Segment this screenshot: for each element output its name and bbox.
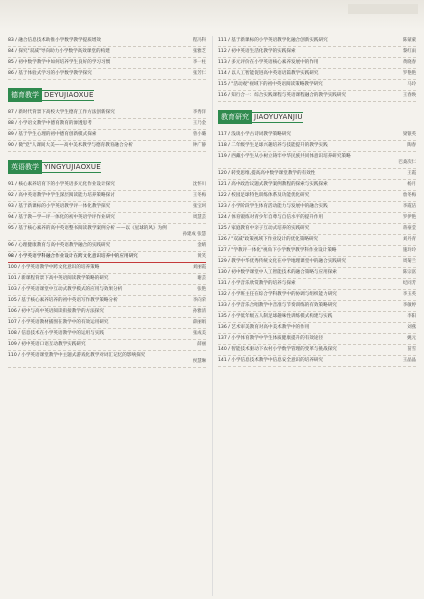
toc-list [218, 130, 416, 367]
entry-title: 127 / "学教评一体化"视角下小学数学教学科作业设计策略 [218, 248, 337, 253]
toc-entry[interactable] [8, 213, 206, 224]
toc-entry[interactable] [8, 69, 206, 80]
entry-author: 刘丹青 [402, 237, 416, 242]
entry-author: 张艳 [197, 287, 206, 292]
entry-title: 89 / 基于学生心理的初中德育创新模式探索 [8, 132, 97, 137]
entry-author: 纪同芳 [402, 281, 416, 286]
entry-author: 王冬梅 [192, 193, 206, 198]
entry-author: 马玲 [407, 82, 416, 87]
toc-list [8, 180, 206, 368]
toc-entry[interactable] [218, 180, 416, 191]
entry-author: 黎红雨 [402, 49, 416, 54]
toc-entry[interactable] [218, 91, 416, 102]
toc-entry[interactable] [8, 274, 206, 285]
toc-entry[interactable] [218, 290, 416, 301]
entry-author: 周慧芸 [192, 215, 206, 220]
toc-entry[interactable] [218, 323, 416, 334]
entry-title: 113 / 多元评价在小学英语核心素养发展中的作用 [218, 60, 319, 65]
entry-title: 101 / 新课程背景下高中英语阅读教学策略的研究 [8, 276, 109, 281]
entry-author: 罗艳艳 [402, 71, 416, 76]
toc-entry[interactable] [218, 169, 416, 180]
entry-title: 100 / 小学英语教学中跨文化意识的培养策略 [8, 265, 100, 270]
section-heading-moral-education [8, 88, 206, 102]
entry-title: 90 / 微"党"人课间大美——高中美术教学与德育教育融合分析 [8, 143, 133, 148]
entry-author: 姚元 [407, 336, 416, 341]
entry-title: 105 / 基于核心素养培养的初中英语写作教学策略分析 [8, 298, 118, 303]
toc-list [8, 108, 206, 152]
entry-title: 87 / 新时代背景下高校大学生德育工作方法创新探究 [8, 110, 115, 115]
entry-author: 刘燕 [407, 325, 416, 330]
toc-entry[interactable] [8, 318, 206, 329]
entry-title: 92 / 高中英语教学中学生深层阅读能力培养策略探讨 [8, 193, 115, 198]
right-column [218, 36, 416, 367]
entry-author: 施玲玲 [402, 248, 416, 253]
entry-author: 梁银英 [402, 132, 416, 137]
toc-entry[interactable] [8, 285, 206, 296]
entry-author: 李阳 [407, 314, 416, 319]
entry-title: 95 / 基于核心素养的高中英语整书阅读教学案例分析 ——以《星球的风》为例 [8, 226, 167, 231]
entry-title: 122 / 校园足球特色训练体系及功能优化研究 [218, 193, 310, 198]
toc-entry[interactable] [218, 213, 416, 224]
toc-entry[interactable] [218, 191, 416, 202]
toc-entry[interactable] [218, 130, 416, 141]
entry-author: 黄笑 [197, 254, 206, 259]
entry-author: 苗雪 [407, 347, 416, 352]
entry-author: 李霞洁 [402, 204, 416, 209]
toc-entry[interactable] [218, 356, 416, 367]
header-decoration [348, 4, 418, 14]
entry-author: 王春焕 [402, 93, 416, 98]
section-title-cn: 德育教学 [8, 88, 42, 102]
toc-entry[interactable] [8, 307, 206, 318]
toc-entry[interactable] [8, 202, 206, 213]
entry-author: 张雅芝 [192, 49, 206, 54]
entry-title: 133 / 小学音乐合唱教学中音准与节奏训练的有效策略研究 [218, 303, 337, 308]
toc-entry[interactable] [218, 345, 416, 356]
entry-author: 巴桑次仁 [398, 160, 416, 165]
entry-title: 121 / 高中政治议题式教学案例教程的探索与实践探索 [218, 182, 328, 187]
toc-entry[interactable] [218, 36, 416, 47]
entry-title: 110 / 小学英语课堂教学中主题式游戏化教学对词汇记忆的影响探究 [8, 353, 146, 358]
toc-entry[interactable] [8, 108, 206, 119]
entry-author: 王晶晶 [402, 358, 416, 363]
toc-entry[interactable] [218, 279, 416, 290]
entry-title: 129 / 教学中华优秀传统文化在中学地理课堂中的融合实践研究 [218, 259, 347, 264]
page-header-band [0, 0, 424, 30]
entry-author: 薛丽娟 [192, 320, 206, 325]
entry-title: 120 / 转变思维,提高高中数学课堂教学的有效性 [218, 171, 316, 176]
left-column [8, 36, 206, 368]
entry-title: 123 / 小学阶段学生体育活动能力与发展中的融合实践 [218, 204, 328, 209]
entry-author: 黄晓春 [402, 60, 416, 65]
entry-title: 84 / 探究"双减"导向助力小学数学高效课堂的构建 [8, 49, 110, 54]
section-title-cn: 教育研究 [218, 110, 252, 124]
entry-title: 106 / 初中与高中英语阅读衔接教学的方法探究 [8, 309, 104, 314]
toc-entry[interactable] [218, 301, 416, 312]
entry-title: 119 / 西藏小学生从小树立铸牢中华民族共同体意识培养研究策略 [218, 154, 351, 159]
entry-author: 张芳仁 [192, 71, 206, 76]
entry-title: 126 / "双减"政策视域下作业设计的优化策略研究 [218, 237, 319, 242]
entry-title: 111 / 基于新课标的小学英语教学化融合创新实践研究 [218, 38, 328, 43]
entry-author: 王乃金 [192, 121, 206, 126]
entry-title: 83 / 融合信息技术助推小学数学教学提质增效 [8, 38, 102, 43]
toc-entry[interactable] [8, 329, 206, 340]
entry-author: 李向荣 [192, 298, 206, 303]
toc-entry[interactable] [218, 224, 416, 235]
entry-author: 程冯科 [192, 38, 206, 43]
entry-author: 蒋豪莹 [402, 226, 416, 231]
toc-entry[interactable] [8, 340, 206, 351]
entry-author: 谢芸 [197, 276, 206, 281]
entry-author: 侯慧琳 [192, 359, 206, 364]
section-heading-english-teaching [8, 160, 206, 174]
toc-entry[interactable] [218, 58, 416, 69]
entry-title: 115 / "活动观"视域下的初中英语阅读策略教学研究 [218, 82, 323, 87]
toc-entry[interactable] [8, 36, 206, 47]
toc-entry[interactable] [218, 312, 416, 323]
entry-author: 曾小璐 [192, 132, 206, 137]
entry-title: 112 / 初中英语生活化教学的实践探索 [218, 49, 296, 54]
toc-entry[interactable] [218, 152, 416, 169]
entry-author: 沈怀川 [192, 182, 206, 187]
entry-author: 陈蒙蒙 [402, 38, 416, 43]
entry-author: 张宝珂 [192, 204, 206, 209]
entry-title: 98 / 小学英语学科融合作业设计在跨文化意识培养中的应用研究 [8, 254, 138, 259]
entry-title: 85 / 初中数学教学中如何培养学生良好的学习习惯 [8, 60, 111, 65]
toc-entry[interactable] [218, 246, 416, 257]
entry-author: 薛丽 [197, 342, 206, 347]
toc-entry[interactable] [8, 351, 206, 368]
entry-title: 96 / 心理健康教育与高中英语教学融合的实践研究 [8, 243, 111, 248]
entry-author: 张成美 [192, 331, 206, 336]
toc-entry[interactable] [218, 268, 416, 279]
entry-title: 125 / 家庭教育中亲子互动式培养的实践研究 [218, 226, 310, 231]
table-of-contents [8, 36, 416, 596]
toc-entry[interactable] [8, 130, 206, 141]
toc-entry[interactable] [218, 47, 416, 58]
toc-entry[interactable] [8, 58, 206, 69]
entry-author: 杨月 [407, 182, 416, 187]
entry-author: 钟广静 [192, 143, 206, 148]
toc-entry[interactable] [8, 252, 206, 263]
toc-entry[interactable] [8, 263, 206, 274]
entry-title: 91 / 核心素养培育下的小学英语多元化作业设计探究 [8, 182, 115, 187]
entry-title: 93 / 基于新课标的小学英语教学评一体化教学探究 [8, 204, 111, 209]
entry-title: 103 / 小学英语课堂中互动式教学模式的应用与效果分析 [8, 287, 123, 292]
entry-title: 124 / 体育锻炼对青少年自尊与自信水平的提升作用 [218, 215, 324, 220]
entry-author: 周菊兰 [402, 259, 416, 264]
toc-entry[interactable] [8, 141, 206, 152]
toc-entry[interactable] [8, 119, 206, 130]
toc-entry[interactable] [8, 296, 206, 307]
entry-title: 116 / 知行合一：综合实践课程与英语课程融合的教学实践研究 [218, 93, 347, 98]
entry-author: 金晴 [197, 243, 206, 248]
toc-entry[interactable] [218, 141, 416, 152]
entry-title: 109 / 初中英语口语互动教学实践研究 [8, 342, 86, 347]
entry-author: 陈宗富 [402, 270, 416, 275]
entry-title: 132 / 小学班主任在综合学科教学中的协调与组织能力研究 [218, 292, 337, 297]
toc-list [218, 36, 416, 102]
entry-title: 137 / 小学体育教学中学生体质健康提升的有效途径 [218, 336, 324, 341]
section-heading-education-research [218, 110, 416, 124]
entry-title: 130 / 初中数学课堂中人工智能技术的融合策略与应用探索 [218, 270, 337, 275]
entry-title: 88 / 小学语文教学中德育教育的渗透思考 [8, 121, 92, 126]
entry-title: 117 / 浅谈小学古诗词教学策略研究 [218, 132, 291, 137]
toc-entry[interactable] [8, 191, 206, 202]
toc-entry[interactable] [218, 80, 416, 91]
entry-author: 刘丽霞 [192, 265, 206, 270]
section-title-en: YINGYUJIAOXUE [44, 162, 101, 171]
entry-title: 141 / 小学信息技术教学中信息安全意识的培养研究 [218, 358, 324, 363]
entry-title: 131 / 小学音乐欣赏教学的培养与探索 [218, 281, 296, 286]
entry-title: 135 / 小学低年级五人制足球趣味性训练模式构建与实践 [218, 314, 333, 319]
entry-title: 136 / 艺术审美教育对高中美术教学中的作用 [218, 325, 310, 330]
entry-title: 140 / 智能技术驱动下农村小学数学管理的变革与挑战探究 [218, 347, 337, 352]
entry-author: 李一柱 [192, 60, 206, 65]
entry-title: 107 / 小学英语教材插图在教学中的有效运用研究 [8, 320, 109, 325]
toc-list [8, 36, 206, 80]
entry-author: 李敏婷 [402, 303, 416, 308]
toc-entry[interactable] [218, 69, 416, 80]
entry-title: 108 / 信息技术在小学英语教学中的运用与实践 [8, 331, 104, 336]
entry-author: 孙建成 张慧 [182, 232, 206, 237]
entry-author: 詹冬梅 [402, 193, 416, 198]
toc-entry[interactable] [8, 47, 206, 58]
section-title-en: DEYUJIAOXUE [44, 90, 94, 99]
section-title-en: JIAOYUYANJIU [254, 112, 303, 121]
column-divider [212, 36, 213, 596]
entry-author: 李秀洋 [192, 110, 206, 115]
toc-entry[interactable] [218, 202, 416, 213]
toc-entry[interactable] [8, 180, 206, 191]
entry-title: 118 / 二年级学生足球兴趣培养与技能提升的教学实践 [218, 143, 328, 148]
toc-entry[interactable] [8, 224, 206, 241]
toc-entry[interactable] [218, 257, 416, 268]
entry-author: 王霞 [407, 171, 416, 176]
toc-entry[interactable] [8, 241, 206, 252]
entry-title: 114 / 以人工智能促进高中英语语篇教学实践研究 [218, 71, 319, 76]
entry-title: 94 / 基于教—学—评一体化的初中英语学评作业研究 [8, 215, 115, 220]
entry-title: 86 / 基于体验式学习的小学数学教学探究 [8, 71, 92, 76]
toc-entry[interactable] [218, 334, 416, 345]
section-title-cn: 英语教学 [8, 160, 42, 174]
toc-entry[interactable] [218, 235, 416, 246]
entry-author: 李玉英 [402, 292, 416, 297]
entry-author: 罗伊艳 [402, 215, 416, 220]
entry-author: 陶春 [407, 143, 416, 148]
entry-author: 孙雅清 [192, 309, 206, 314]
